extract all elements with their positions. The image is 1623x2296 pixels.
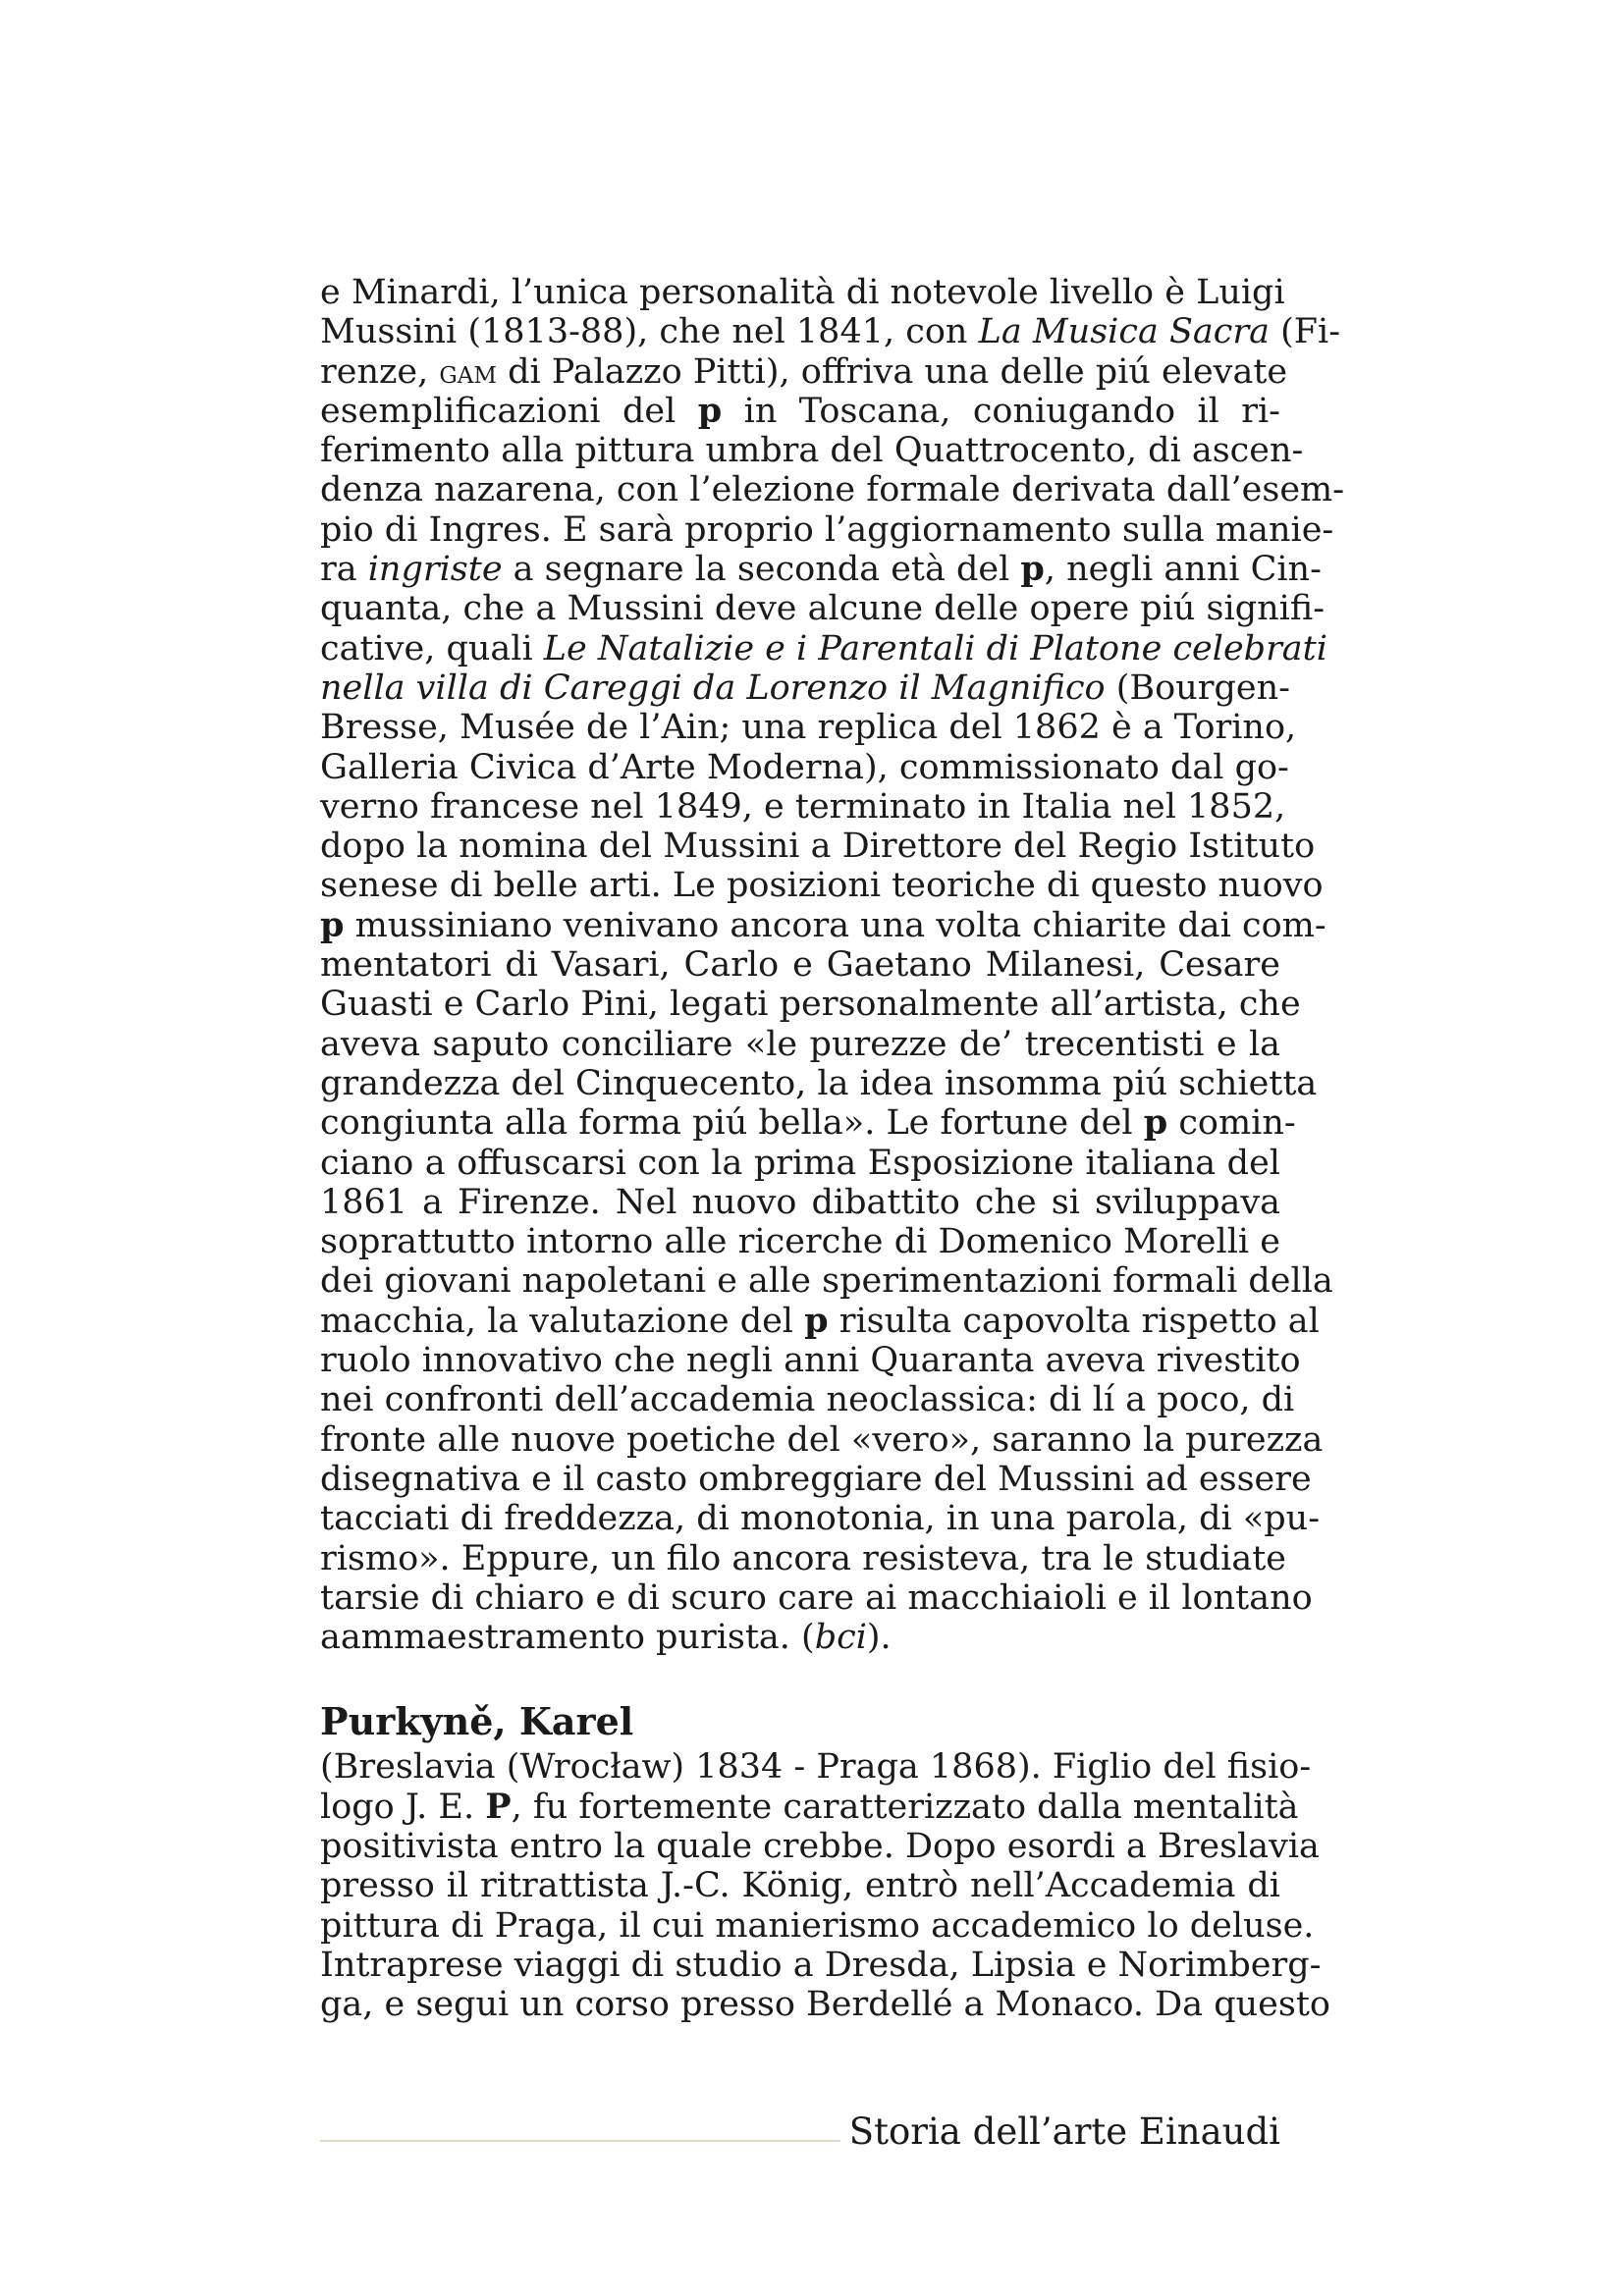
- text-line: quanta, che a Mussini deve alcune delle opere piú signifi-: [320, 589, 1325, 629]
- text-line: dopo la nomina del Mussini a Direttore del Regio Istituto: [320, 827, 1316, 867]
- text-line: fronte alle nuove poetiche del «vero», saranno la purezza: [320, 1419, 1324, 1460]
- text-line: ruolo innovativo che negli anni Quaranta aveva rivestito: [320, 1341, 1301, 1381]
- text-line: e Minardi, l’unica personalità di notevole livello è Luigi: [320, 273, 1285, 312]
- text-line: aammaestramento purista. (bci).: [320, 1618, 892, 1658]
- text-line: aveva saputo conciliare «le purezze de’ trecentisti e la: [320, 1024, 1280, 1064]
- text-line: (Breslavia (Wrocław) 1834 - Praga 1868). Figlio del fisio-: [320, 1747, 1312, 1788]
- text-line: ferimento alla pittura umbra del Quattrocento, di ascen-: [320, 431, 1304, 471]
- text-line: ciano a offuscarsi con la prima Esposizione italiana del: [320, 1143, 1280, 1183]
- headword-abbrev: p: [1020, 549, 1045, 590]
- author-initials: bci: [814, 1618, 867, 1658]
- entry-body: [320, 1747, 1330, 2025]
- headword-abbrev: p: [320, 904, 345, 945]
- text-line: renze, gam di Palazzo Pitti), offriva una delle piú elevate: [320, 351, 1288, 392]
- work-title: La Musica Sacra: [978, 312, 1270, 352]
- text-line: Galleria Civica d’Arte Moderna), commissionato dal go-: [320, 747, 1289, 787]
- headword-abbrev: p: [697, 390, 723, 431]
- text-line: verno francese nel 1849, e terminato in Italia nel 1852,: [320, 786, 1286, 827]
- entry-title: Purkyně, Karel: [320, 1699, 634, 1744]
- text-line: 1861 a Firenze. Nel nuovo dibattito che si sviluppava: [320, 1182, 1280, 1222]
- article-continuation: [320, 273, 1345, 1658]
- text-line: pio di Ingres. E sarà proprio l’aggiornamento sulla manie-: [320, 509, 1334, 550]
- text-line: ga, e segui un corso presso Berdellé a Monaco. Da questo: [320, 1985, 1330, 2025]
- footer-title: Storia dell’arte Einaudi: [848, 2110, 1280, 2153]
- text-line: grandezza del Cinquecento, la idea insomma piú schietta: [320, 1063, 1318, 1103]
- text-line: denza nazarena, con l’elezione formale derivata dall’esem-: [320, 470, 1345, 510]
- text-line: congiunta alla forma piú bella». Le fortune del p comin-: [320, 1102, 1296, 1144]
- text-line: positivista entro la quale crebbe. Dopo esordi a Breslavia: [320, 1826, 1320, 1866]
- text-line: nella villa di Careggi da Lorenzo il Magnifico (Bourgen-: [320, 667, 1290, 708]
- text-line: pittura di Praga, il cui manierismo accademico lo deluse.: [320, 1905, 1315, 1946]
- text-line: nei confronti dell’accademia neoclassica: di lí a poco, di: [320, 1380, 1295, 1420]
- text-line: ra ingriste a segnare la seconda età del p, negli anni Cin-: [320, 549, 1322, 590]
- headword-abbrev: p: [1143, 1102, 1168, 1144]
- text-line: rismo». Eppure, un filo ancora resisteva, tra le studiate: [320, 1538, 1287, 1578]
- text-line: Bresse, Musée de l’Ain; una replica del 1862 è a Torino,: [320, 708, 1297, 748]
- headword-abbrev: P: [485, 1786, 512, 1827]
- footer-divider: [320, 2140, 840, 2142]
- text-line: p mussiniano venivano ancora una volta chiarite dai com-: [320, 904, 1326, 945]
- text-line: senese di belle arti. Le posizioni teoriche di questo nuovo: [320, 866, 1324, 906]
- work-title: nella villa di Careggi da Lorenzo il Magnifico: [320, 667, 1106, 708]
- text-line: tarsie di chiaro e di scuro care ai macchiaioli e il lontano: [320, 1577, 1313, 1618]
- text-line: logo J. E. P, fu fortemente caratterizzato dalla mentalità: [320, 1786, 1299, 1827]
- text-line: Intraprese viaggi di studio a Dresda, Lipsia e Norimberg-: [320, 1945, 1322, 1985]
- text-line: disegnativa e il casto ombreggiare del Mussini ad essere: [320, 1459, 1312, 1499]
- page-body: [320, 273, 1345, 2025]
- page-footer: [320, 2110, 1280, 2160]
- text-line: dei giovani napoletani e alle sperimentazioni formali della: [320, 1261, 1333, 1302]
- text-line: mentatori di Vasari, Carlo e Gaetano Milanesi, Cesare: [320, 945, 1280, 986]
- text-line: Guasti e Carlo Pini, legati personalmente all’artista, che: [320, 985, 1301, 1025]
- text-line: soprattutto intorno alle ricerche di Domenico Morelli e: [320, 1222, 1280, 1262]
- text-line: Mussini (1813-88), che nel 1841, con La Musica Sacra (Fi-: [320, 312, 1341, 352]
- text-line: tacciati di freddezza, di monotonia, in una parola, di «pu-: [320, 1499, 1321, 1539]
- abbreviation: gam: [439, 351, 497, 391]
- text-line: cative, quali Le Natalizie e i Parentali di Platone celebrati: [320, 628, 1327, 668]
- text-line: macchia, la valutazione del p risulta capovolta rispetto al: [320, 1300, 1320, 1341]
- headword-abbrev: p: [804, 1300, 829, 1341]
- text-line: presso il ritrattista J.-C. König, entrò nell’Accademia di: [320, 1866, 1280, 1906]
- text-line: esemplificazioni del p in Toscana, coniugando il ri-: [320, 390, 1280, 431]
- work-title: Le Natalizie e i Parentali di Platone celebrati: [543, 628, 1327, 668]
